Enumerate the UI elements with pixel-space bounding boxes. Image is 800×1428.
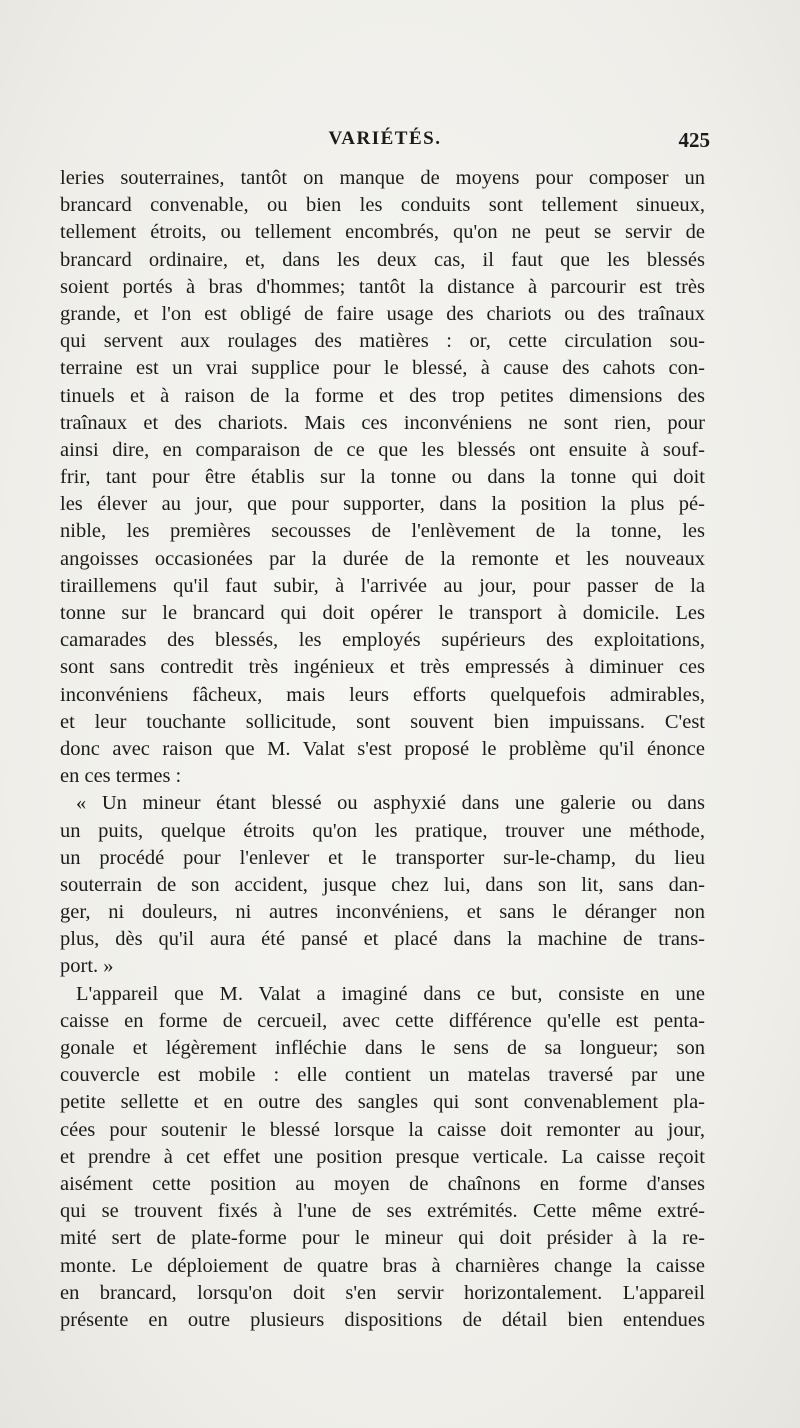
text-line: leries souterraines, tantôt on manque de moyens pour composer un <box>60 167 705 189</box>
text-line: monte. Le déploiement de quatre bras à charnières change la caisse <box>60 1254 705 1277</box>
text-line: tiraillemens qu'il faut subir, à l'arrivée au jour, pour passer de la <box>60 574 705 597</box>
text-line: camarades des blessés, les employés supérieurs des exploitations, <box>60 629 705 652</box>
paragraph-1 <box>60 165 705 790</box>
text-line: et leur touchante sollicitude, sont souvent bien impuissans. C'est <box>60 710 705 733</box>
text-line: souterrain de son accident, jusque chez lui, dans son lit, sans dan- <box>60 873 705 896</box>
text-line: port. » <box>60 955 114 978</box>
text-line: en ces termes : <box>60 765 182 788</box>
text-line: nible, les premières secousses de l'enlèvement de la tonne, les <box>60 520 705 543</box>
paragraph-quote <box>60 790 705 980</box>
body-text <box>60 165 705 1334</box>
page-number: 425 <box>678 128 710 152</box>
text-line: tinuels et à raison de la forme et des trop petites dimensions des <box>60 384 705 407</box>
text-line: « Un mineur étant blessé ou asphyxié dans une galerie ou dans <box>76 792 705 815</box>
text-line: L'appareil que M. Valat a imaginé dans ce but, consiste en une <box>76 982 705 1005</box>
text-line: gonale et légèrement infléchie dans le sens de sa longueur; son <box>60 1037 705 1059</box>
text-line: couvercle est mobile : elle contient un matelas traversé par une <box>60 1064 705 1087</box>
text-line: mité sert de plate-forme pour le mineur qui doit présider à la re- <box>60 1227 705 1250</box>
text-line: un procédé pour l'enlever et le transporter sur-le-champ, du lieu <box>60 846 705 869</box>
running-title: VARIÉTÉS. <box>328 128 442 149</box>
text-line: frir, tant pour être établis sur la tonne ou dans la tonne qui doit <box>60 466 705 489</box>
text-line: qui servent aux roulages des matières : or, cette circulation sou- <box>60 330 705 353</box>
text-line: les élever au jour, que pour supporter, dans la position la plus pé- <box>60 493 705 516</box>
text-line: un puits, quelque étroits qu'on les pratique, trouver une méthode, <box>60 819 705 842</box>
text-line: grande, et l'on est obligé de faire usage des chariots ou des traînaux <box>60 302 705 325</box>
text-line: petite sellette et en outre des sangles qui sont convenablement pla- <box>60 1091 705 1114</box>
text-line: terraine est un vrai supplice pour le blessé, à cause des cahots con- <box>60 357 705 380</box>
text-line: sont sans contredit très ingénieux et très empressés à diminuer ces <box>60 656 705 679</box>
text-line: donc avec raison que M. Valat s'est proposé le problème qu'il énonce <box>60 737 705 760</box>
text-line: en brancard, lorsqu'on doit s'en servir horizontalement. L'appareil <box>60 1281 705 1304</box>
text-line: soient portés à bras d'hommes; tantôt la distance à parcourir est très <box>60 275 705 298</box>
text-line: ger, ni douleurs, ni autres inconvéniens, et sans le déranger non <box>60 901 705 924</box>
text-line: et prendre à cet effet une position presque verticale. La caisse reçoit <box>60 1145 705 1168</box>
page-header <box>60 128 710 158</box>
text-line: traînaux et des chariots. Mais ces inconvéniens ne sont rien, pour <box>60 411 705 434</box>
text-line: angoisses occasionées par la durée de la remonte et les nouveaux <box>60 547 705 570</box>
paragraph-3 <box>60 981 705 1334</box>
text-line: présente en outre plusieurs dispositions de détail bien entendues <box>60 1308 705 1331</box>
text-line: brancard convenable, ou bien les conduits sont tellement sinueux, <box>60 194 705 217</box>
text-line: qui se trouvent fixés à l'une de ses extrémités. Cette même extré- <box>60 1200 705 1223</box>
text-line: brancard ordinaire, et, dans les deux cas, il faut que les blessés <box>60 248 705 271</box>
text-line: tellement étroits, ou tellement encombrés, qu'on ne peut se servir de <box>60 221 705 244</box>
text-line: cées pour soutenir le blessé lorsque la caisse doit remonter au jour, <box>60 1118 705 1141</box>
text-line: plus, dès qu'il aura été pansé et placé dans la machine de trans- <box>60 928 705 951</box>
text-line: aisément cette position au moyen de chaînons en forme d'anses <box>60 1172 705 1195</box>
text-line: ainsi dire, en comparaison de ce que les blessés ont ensuite à souf- <box>60 438 705 461</box>
text-line: caisse en forme de cercueil, avec cette différence qu'elle est penta- <box>60 1009 705 1032</box>
text-line: tonne sur le brancard qui doit opérer le transport à domicile. Les <box>60 602 705 624</box>
text-line: inconvéniens fâcheux, mais leurs efforts quelquefois admirables, <box>60 683 705 706</box>
